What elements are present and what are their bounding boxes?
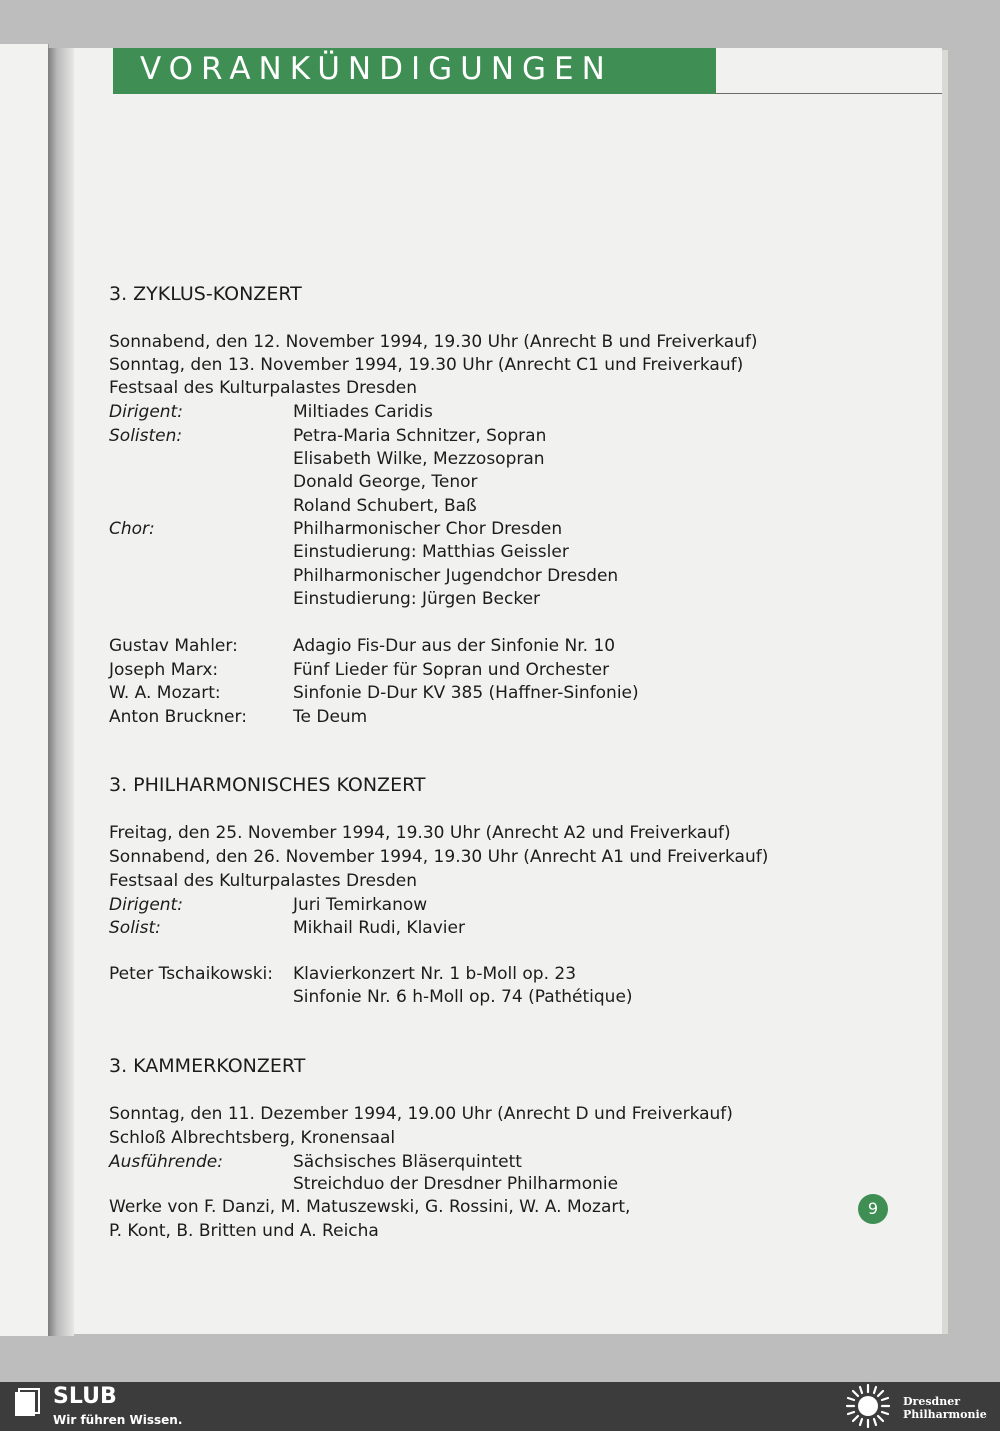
footer-tagline: Wir führen Wissen. [53, 1413, 183, 1427]
concert-2-conductor: Juri Temirkanow [293, 895, 428, 915]
concert-2-date-1: Freitag, den 25. November 1994, 19.30 Uhr (Anrecht A2 und Freiverkauf) [109, 823, 731, 843]
concert-1-soloist: Petra-Maria Schnitzer, Sopran [293, 426, 547, 446]
concert-1-choir: Einstudierung: Matthias Geissler [293, 542, 569, 562]
book-gutter [48, 48, 74, 1336]
program-composer: W. A. Mozart: [109, 683, 221, 703]
footer-partner-line: Philharmonie [903, 1408, 987, 1421]
concert-1-soloists-label: Solisten: [109, 426, 183, 446]
concert-1-choir: Philharmonischer Jugendchor Dresden [293, 566, 619, 586]
concert-1-soloist: Roland Schubert, Baß [293, 496, 477, 516]
concert-2-date-2: Sonnabend, den 26. November 1994, 19.30 Uhr (Anrecht A1 und Freiverkauf) [109, 847, 769, 867]
concert-2-work: Klavierkonzert Nr. 1 b-Moll op. 23 [293, 964, 577, 984]
concert-3-venue: Schloß Albrechtsberg, Kronensaal [109, 1128, 396, 1148]
header-rule [716, 93, 942, 94]
concert-1-title: 3. ZYKLUS-KONZERT [109, 283, 302, 305]
program-composer: Gustav Mahler: [109, 636, 238, 656]
footer-partner [903, 1395, 987, 1421]
concert-1-choir: Philharmonischer Chor Dresden [293, 519, 563, 539]
concert-2-conductor-label: Dirigent: [109, 895, 183, 915]
concert-1-conductor-label: Dirigent: [109, 402, 183, 422]
concert-1-conductor: Miltiades Caridis [293, 402, 433, 422]
program-work: Sinfonie D-Dur KV 385 (Haffner-Sinfonie) [293, 683, 639, 703]
program-work: Adagio Fis-Dur aus der Sinfonie Nr. 10 [293, 636, 616, 656]
concert-3-performer: Sächsisches Bläserquintett [293, 1152, 522, 1172]
philharmonie-sun-icon [842, 1383, 894, 1429]
concert-2-composer: Peter Tschaikowski: [109, 964, 274, 984]
concert-2-soloist: Mikhail Rudi, Klavier [293, 918, 465, 938]
concert-1-soloist: Elisabeth Wilke, Mezzosopran [293, 449, 545, 469]
program-work: Fünf Lieder für Sopran und Orchester [293, 660, 610, 680]
concert-2-venue: Festsaal des Kulturpalastes Dresden [109, 871, 418, 891]
program-composer: Joseph Marx: [109, 660, 219, 680]
footer-partner-line: Dresdner [903, 1395, 961, 1408]
concert-2-soloist-label: Solist: [109, 918, 161, 938]
program-composer: Anton Bruckner: [109, 707, 247, 727]
concert-1-date-1: Sonnabend, den 12. November 1994, 19.30 Uhr (Anrecht B und Freiverkauf) [109, 332, 758, 352]
footer-brand: SLUB [53, 1384, 117, 1409]
left-page-edge [0, 44, 49, 1336]
concert-1-choir-label: Chor: [109, 519, 155, 539]
concert-1-soloist: Donald George, Tenor [293, 472, 478, 492]
concert-3-date: Sonntag, den 11. Dezember 1994, 19.00 Uhr (Anrecht D und Freiverkauf) [109, 1104, 733, 1124]
concert-3-works: Werke von F. Danzi, M. Matuszewski, G. Rossini, W. A. Mozart, [109, 1197, 631, 1217]
concert-1-venue: Festsaal des Kulturpalastes Dresden [109, 378, 418, 398]
concert-2-title: 3. PHILHARMONISCHES KONZERT [109, 774, 426, 796]
page-title: VORANKÜNDIGUNGEN [140, 51, 613, 87]
concert-3-title: 3. KAMMERKONZERT [109, 1055, 306, 1077]
concert-3-performers-label: Ausführende: [109, 1152, 223, 1172]
page-number: 9 [858, 1194, 888, 1224]
concert-2-work: Sinfonie Nr. 6 h-Moll op. 74 (Pathétique) [293, 987, 633, 1007]
concert-3-works: P. Kont, B. Britten und A. Reicha [109, 1221, 379, 1241]
slub-logo-icon [12, 1388, 42, 1418]
concert-1-date-2: Sonntag, den 13. November 1994, 19.30 Uhr (Anrecht C1 und Freiverkauf) [109, 355, 744, 375]
program-work: Te Deum [293, 707, 368, 727]
concert-3-performer: Streichduo der Dresdner Philharmonie [293, 1174, 619, 1194]
concert-1-choir: Einstudierung: Jürgen Becker [293, 589, 541, 609]
page-edge [942, 50, 948, 1334]
